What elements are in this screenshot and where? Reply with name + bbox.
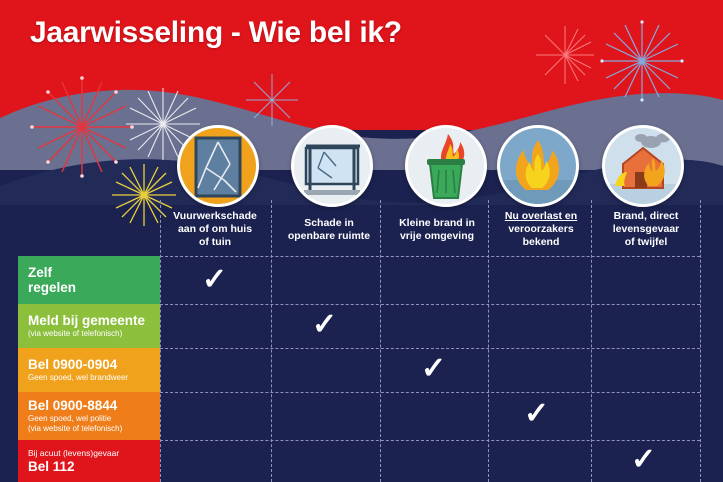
row-label-main: Bel 112 [28, 459, 75, 474]
grid-hline [160, 256, 700, 257]
row-label-main: Meld bij gemeente [28, 313, 146, 328]
column-header-overlast [487, 210, 595, 249]
column-header-line: bekend [522, 236, 560, 248]
column-header-line: Schade in [304, 217, 354, 229]
column-header-line: levensgevaar [612, 223, 680, 235]
checkmark-bel-112: ✓ [631, 443, 657, 476]
grid-hline [160, 348, 700, 349]
column-header-brand-levensgevaar [592, 210, 700, 249]
column-header-line: of twijfel [624, 236, 668, 248]
row-label-sub: Geen spoed, wel brandweer [28, 373, 129, 382]
grid-vline [700, 200, 701, 482]
row-label-meld-bij-gemeente [18, 304, 160, 348]
row-label-zelf-regelen [18, 256, 160, 304]
row-label-main: Zelf regelen [28, 265, 77, 295]
grid-hline [160, 440, 700, 441]
icon-circle-schade-openbare-ruimte [291, 125, 373, 207]
icon-circle-vuurwerkschade [177, 125, 259, 207]
column-header-schade-openbare-ruimte [275, 217, 383, 243]
column-header-line: aan of om huis [177, 223, 253, 235]
page-title: Jaarwisseling - Wie bel ik? [30, 16, 402, 49]
row-label-sub: (via website of telefonisch) [28, 329, 123, 338]
row-label-main: Bel 0900-8844 [28, 398, 118, 413]
column-header-line [487, 210, 595, 223]
firework-blue-right-icon [596, 16, 688, 106]
column-header-line: of tuin [198, 236, 232, 248]
column-header-vuurwerkschade [161, 210, 269, 249]
checkmark-zelf-regelen: ✓ [202, 263, 228, 296]
column-header-line: Brand, direct [613, 210, 679, 222]
checkmark-bel-0900-8844: ✓ [524, 397, 550, 430]
column-header-underlined: Nu overlast en [504, 210, 578, 222]
firework-red-right-icon [530, 22, 600, 88]
icon-circle-brand-levensgevaar [602, 125, 684, 207]
column-header-line: Kleine brand in [399, 217, 475, 229]
row-label-bel-0900-0904 [18, 348, 160, 392]
icon-circle-overlast [497, 125, 579, 207]
column-header-line: vrije omgeving [399, 230, 475, 242]
firework-small-blue-icon [240, 70, 304, 130]
row-label-bel-0900-8844 [18, 392, 160, 440]
column-header-line: Vuurwerkschade [173, 210, 257, 222]
checkmark-meld-bij-gemeente: ✓ [312, 308, 338, 341]
column-header-line: veroorzakers [508, 223, 574, 235]
grid-hline [160, 304, 700, 305]
icon-circle-kleine-brand [405, 125, 487, 207]
checkmark-bel-0900-0904: ✓ [421, 352, 447, 385]
row-label-main: Bel 0900-0904 [28, 357, 118, 372]
row-label-sub: Geen spoed, wel politie (via website of telefonisch) [28, 414, 123, 433]
row-label-pre: Bij acuut (levens)gevaar [28, 448, 120, 458]
column-header-line: openbare ruimte [287, 230, 371, 242]
row-label-bel-112 [18, 440, 160, 482]
grid-hline [160, 392, 700, 393]
column-header-kleine-brand [383, 217, 491, 243]
